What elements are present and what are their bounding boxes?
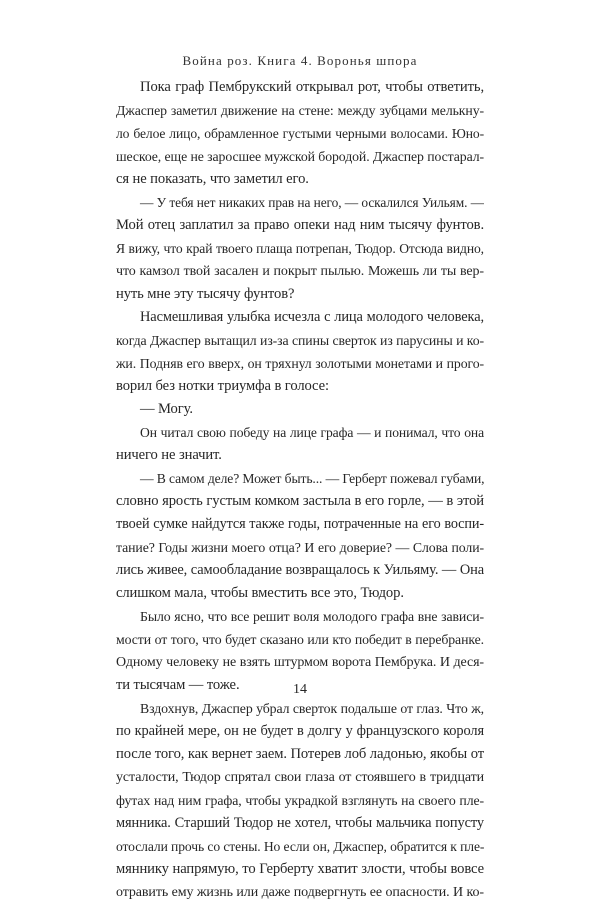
text-line: по крайней мере, он не будет в долгу у французского короля — [116, 723, 484, 739]
text-line: ничего не значит. — [116, 447, 222, 463]
text-line: Насмешливая улыбка исчезла с лица молодого человека, — [140, 309, 484, 325]
text-line: усталости, Тюдор спрятал свои глаза от стоявшего в тридцати — [116, 770, 484, 785]
text-line: футах над ним графа, чтобы украдкой взглянуть на своего пле- — [116, 793, 484, 808]
text-line: Пока граф Пембрукский открывал рот, чтобы ответить, — [140, 79, 484, 95]
text-line: нуть мне эту тысячу фунтов? — [116, 286, 295, 302]
body-text — [116, 76, 484, 904]
text-line: тание? Годы жизни моего отца? И его доверие? — Слова поли- — [116, 540, 484, 555]
text-line: Было ясно, что все решит воля молодого графа вне зависи- — [140, 609, 484, 624]
text-line: — Могу. — [140, 401, 193, 417]
text-line: мяннику напрямую, то Герберту хватит злости, чтобы вовсе — [116, 861, 484, 877]
text-line: Мой отец заплатил за право опеки над ним тысячу фунтов. — [116, 217, 484, 233]
text-line: — У тебя нет никаких прав на него, — оскалился Уильям. — — [140, 195, 484, 210]
text-line: ся не показать, что заметил его. — [116, 171, 309, 187]
text-line: Он читал свою победу на лице графа — и понимал, что она — [140, 425, 484, 440]
text-line: отравить ему жизнь или даже подвергнуть ее опасности. И ко- — [116, 885, 484, 900]
text-line: шеское, еще не заросшее мужской бородой. Джаспер постарал- — [116, 149, 484, 164]
text-line: ло белое лицо, обрамленное густыми черными волосами. Юно- — [116, 126, 484, 141]
text-line: что камзол твой засален и покрыт пылью. Можешь ли ты вер- — [116, 264, 484, 279]
text-line: мости от того, что будет сказано или кто победит в перебранке. — [116, 632, 484, 647]
text-line: отослали прочь со стены. Но если он, Джаспер, обратится к пле- — [116, 839, 484, 854]
text-line: Одному человеку не взять штурмом ворота Пембрука. И деся- — [116, 655, 484, 670]
text-line: жи. Подняв его вверх, он тряхнул золотыми монетами и прого- — [116, 356, 484, 371]
text-line: твоей сумке найдутся также годы, потраченные на его воспи- — [116, 516, 484, 532]
text-line: когда Джаспер вытащил из-за спины сверток из парусины и ко- — [116, 333, 484, 348]
running-header: Война роз. Книга 4. Воронья шпора — [182, 53, 418, 68]
text-line: ворил без нотки триумфа в голосе: — [116, 378, 329, 394]
text-line: Я вижу, что край твоего плаща потрепан, Тюдор. Отсюда видно, — [116, 241, 484, 256]
text-line: ти тысячам — тоже. — [116, 677, 240, 693]
text-line: Вздохнув, Джаспер убрал сверток подальше от глаз. Что ж, — [140, 701, 484, 716]
text-line: после того, как вернет заем. Потерев лоб ладонью, якобы от — [116, 746, 484, 762]
text-line: Джаспер заметил движение на стене: между зубцами мелькну- — [116, 103, 484, 118]
text-line: слишком мала, чтобы вместить все это, Тюдор. — [116, 585, 404, 601]
text-line: лись живее, самообладание возвращалось к Уильяму. — Она — [116, 562, 484, 578]
text-line: словно ярость густым комком застыла в его горле, — в этой — [116, 493, 484, 509]
text-line: мянника. Старший Тюдор не хотел, чтобы мальчика попусту — [116, 815, 484, 831]
text-line: — В самом деле? Может быть... — Герберт пожевал губами, — [140, 471, 484, 486]
page-number: 14 — [293, 682, 307, 697]
